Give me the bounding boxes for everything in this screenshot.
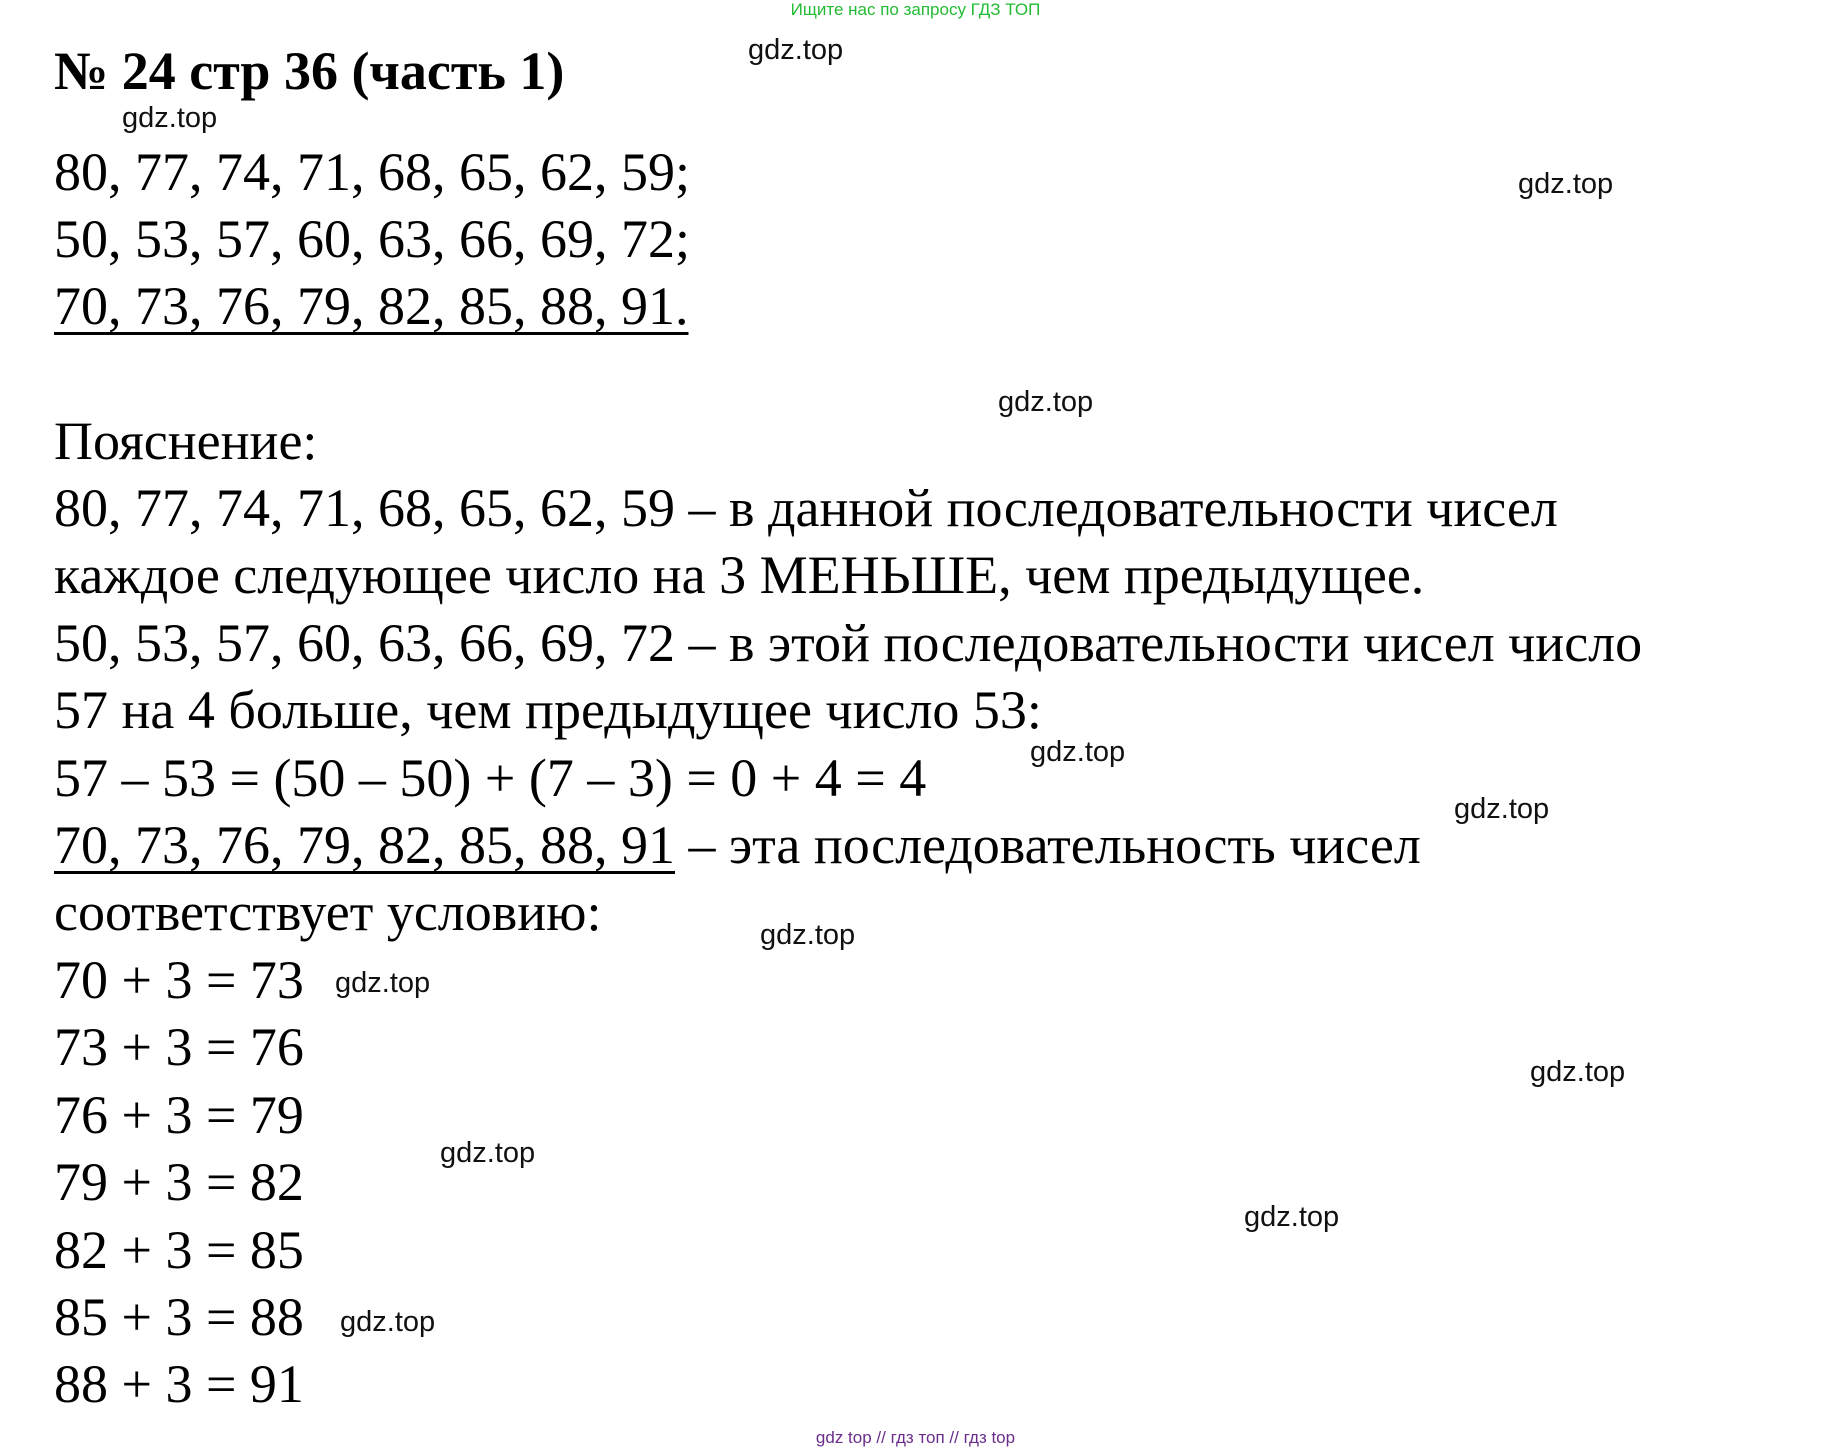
watermark: gdz.top [998, 386, 1094, 418]
watermark: gdz.top [1454, 793, 1550, 825]
watermark: gdz.top [440, 1137, 536, 1169]
answer-line-3: 70, 73, 76, 79, 82, 85, 88, 91. [54, 276, 689, 336]
watermark: gdz.top [1530, 1056, 1626, 1088]
explanation-heading: Пояснение: [54, 411, 318, 471]
sequence-2: 50, 53, 57, 60, 63, 66, 69, 72 [54, 613, 675, 673]
watermark: gdz.top [335, 967, 431, 999]
top-banner: Ищите нас по запросу ГДЗ ТОП [790, 0, 1041, 19]
answer-line-1: 80, 77, 74, 71, 68, 65, 62, 59; [54, 142, 691, 202]
sequence-3: 70, 73, 76, 79, 82, 85, 88, 91 [54, 815, 675, 875]
explanation-line-2: каждое следующее число на 3 МЕНЬШЕ, чем предыдущее. [54, 545, 1425, 605]
explanation-line-4: 57 на 4 больше, чем предыдущее число 53: [54, 680, 1042, 740]
explanation-line-7: соответствует условию: [54, 882, 602, 942]
calc-line: 82 + 3 = 85 [54, 1220, 304, 1280]
answer-line-2: 50, 53, 57, 60, 63, 66, 69, 72; [54, 209, 691, 269]
watermark: gdz.top [748, 34, 844, 66]
explanation-line-1 [54, 475, 1558, 541]
calc-line: 79 + 3 = 82 [54, 1152, 304, 1212]
sequence-1: 80, 77, 74, 71, 68, 65, 62, 59 [54, 478, 675, 538]
calc-line: 70 + 3 = 73 [54, 950, 304, 1010]
sequence-3-note: – эта последовательность чисел [675, 815, 1421, 875]
watermark: gdz.top [340, 1306, 436, 1338]
sequence-1-note: – в данной последовательности чисел [675, 478, 1558, 538]
calc-line: 85 + 3 = 88 [54, 1287, 304, 1347]
watermark: gdz.top [122, 102, 218, 134]
calc-line: 88 + 3 = 91 [54, 1354, 304, 1414]
calc-line: 76 + 3 = 79 [54, 1085, 304, 1145]
watermark: gdz.top [1518, 168, 1614, 200]
watermark: gdz.top [760, 919, 856, 951]
explanation-line-3 [54, 610, 1642, 676]
explanation-line-6 [54, 812, 1421, 878]
watermark: gdz.top [1030, 736, 1126, 768]
explanation-calculation: 57 – 53 = (50 – 50) + (7 – 3) = 0 + 4 = 4 [54, 748, 927, 808]
sequence-2-note: – в этой последовательности чисел число [675, 613, 1643, 673]
watermark: gdz.top [1244, 1201, 1340, 1233]
footer-watermark: gdz top // гдз топ // гдз top [815, 1428, 1016, 1447]
page-title: № 24 стр 36 (часть 1) [54, 41, 565, 101]
calc-line: 73 + 3 = 76 [54, 1017, 304, 1077]
